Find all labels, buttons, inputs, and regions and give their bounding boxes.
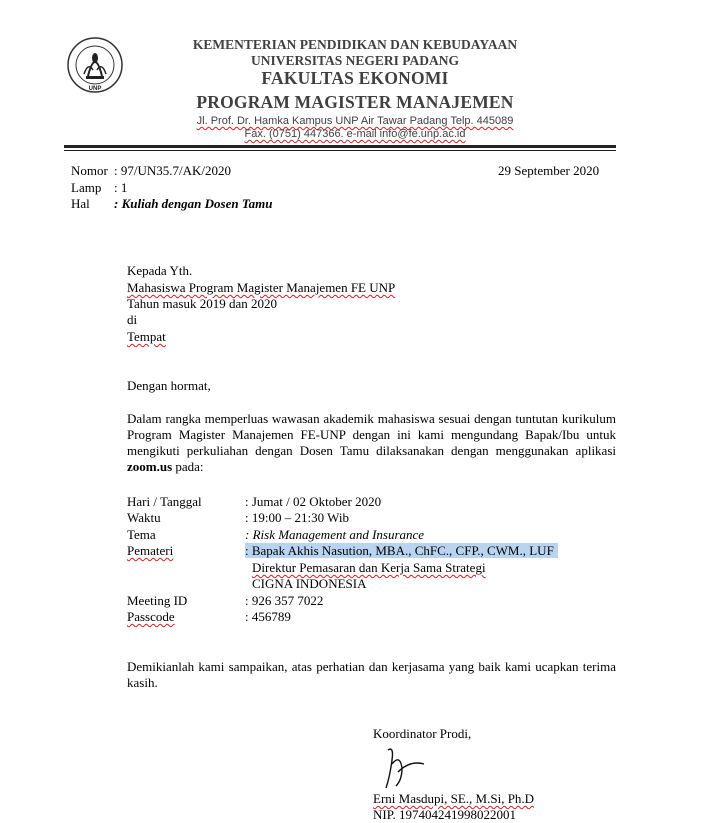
- header-rule-thin: [64, 150, 616, 151]
- greeting: Dengan hormat,: [127, 378, 211, 393]
- signatory-name: Erni Masdupi, SE., M.Si, Ph.D: [373, 791, 535, 806]
- detail-value-passcode: : 456789: [245, 609, 291, 624]
- app-name: zoom.us: [127, 459, 173, 474]
- signatory-role: Koordinator Prodi,: [373, 726, 472, 741]
- detail-label-speaker: Pemateri: [127, 543, 174, 558]
- letter-date: 29 September 2020: [498, 163, 600, 178]
- recipient-line-4: di: [127, 312, 138, 327]
- header-rule-thick: [64, 145, 616, 148]
- closing-paragraph: Demikianlah kami sampaikan, atas perhatian dan kerjasama yang baik kami ucapkan terima kasih.: [127, 659, 616, 690]
- speaker-company: CIGNA INDONESIA: [252, 576, 367, 591]
- nomor-value: : 97/UN35.7/AK/2020: [114, 163, 231, 178]
- faculty-name: FAKULTAS EKONOMI: [261, 68, 449, 88]
- detail-value-time: : 19:00 – 21:30 Wib: [245, 510, 349, 525]
- speaker-position: Direktur Pemasaran dan Kerja Sama Strategi: [252, 560, 486, 575]
- address: Jl. Prof. Dr. Hamka Kampus UNP Air Tawar Padang Telp. 445089: [196, 115, 514, 127]
- program-name: PROGRAM MAGISTER MANAJEMEN: [196, 92, 514, 112]
- recipient-line-3: Tahun masuk 2019 dan 2020: [127, 296, 278, 311]
- university-name: UNIVERSITAS NEGERI PADANG: [250, 53, 460, 68]
- recipient-line-2: Mahasiswa Program Magister Manajemen FE UNP: [127, 280, 396, 295]
- detail-label-theme: Tema: [127, 527, 156, 542]
- detail-label-day: Hari / Tanggal: [127, 494, 202, 509]
- svg-text:UNP: UNP: [88, 86, 102, 92]
- detail-label-time: Waktu: [127, 510, 161, 525]
- detail-value-meeting-id: : 926 357 7022: [245, 593, 324, 608]
- hal-value: : Kuliah dengan Dosen Tamu: [114, 196, 273, 211]
- detail-value-theme: : Risk Management and Insurance: [245, 527, 425, 542]
- detail-label-meeting-id: Meeting ID: [127, 593, 188, 608]
- signatory-nip: NIP. 197404241998022001: [373, 807, 517, 822]
- detail-label-passcode: Passcode: [127, 609, 175, 624]
- lamp-label: Lamp: [71, 180, 102, 195]
- nomor-label: Nomor: [71, 163, 108, 178]
- body-text: Dalam rangka memperluas wawasan akademik mahasiswa sesuai dengan tuntutan kurikulum Program Magister Manajemen FE-UNP dengan ini kami mengundang Bapak/Ibu untuk mengikuti perkuliahan dengan Dosen Tamu dilaksanakan dengan menggunakan aplikasi: [127, 411, 616, 458]
- fax-email: Fax. (0751) 447366. e-mail info@fe.unp.ac.id: [244, 128, 466, 140]
- recipient-line-1: Kepada Yth.: [127, 263, 193, 278]
- detail-value-speaker: : Bapak Akhis Nasution, MBA., ChFC., CFP., CWM., LUF: [245, 543, 558, 559]
- recipient-line-5: Tempat: [127, 329, 166, 344]
- body-tail: pada:: [175, 459, 204, 474]
- handwritten-signature: [380, 742, 440, 792]
- lamp-value: : 1: [114, 180, 128, 195]
- ministry-name: KEMENTERIAN PENDIDIKAN DAN KEBUDAYAAN: [192, 37, 518, 52]
- university-logo: [66, 36, 124, 94]
- body-paragraph: [127, 411, 616, 475]
- hal-label: Hal: [71, 196, 90, 211]
- detail-value-day: : Jumat / 02 Oktober 2020: [245, 494, 382, 509]
